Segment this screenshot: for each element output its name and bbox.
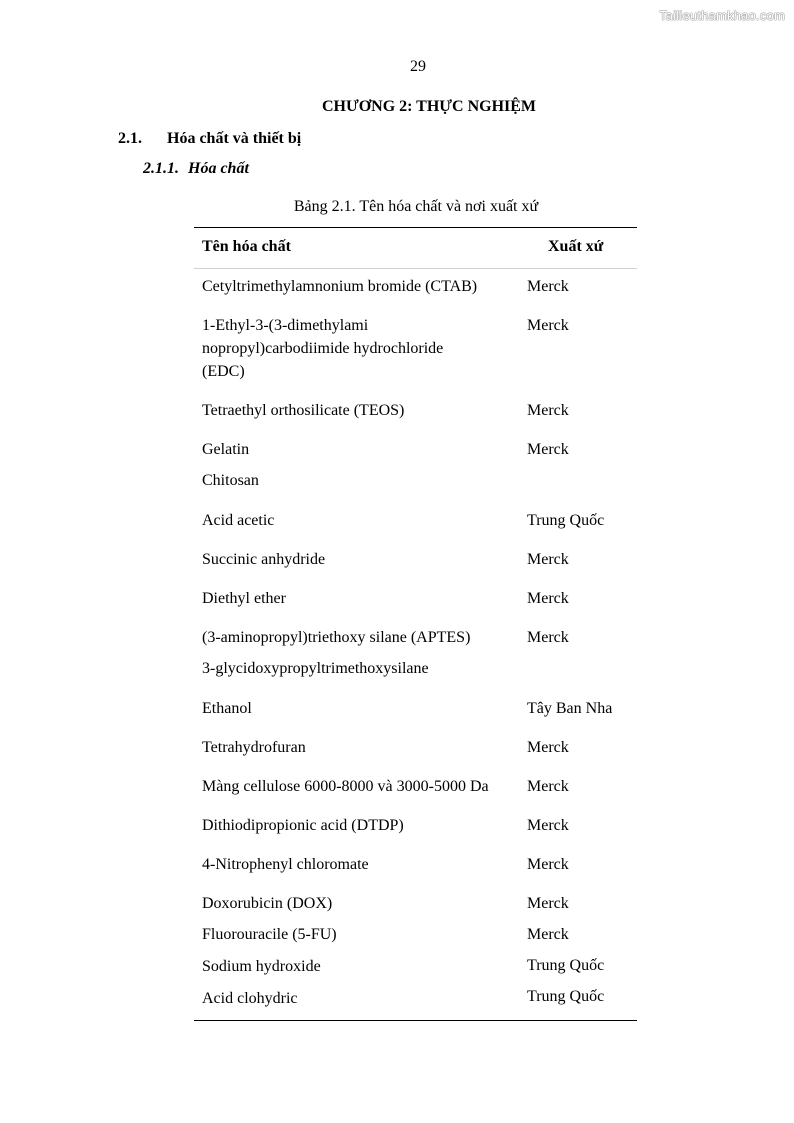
chapter-title: CHƯƠNG 2: THỰC NGHIỆM bbox=[321, 98, 537, 115]
chemical-name: Tetrahydrofuran bbox=[202, 739, 306, 756]
table-caption: Bảng 2.1. Tên hóa chất và nơi xuất xứ bbox=[293, 198, 539, 215]
subsection-number: 2.1.1. bbox=[143, 160, 179, 177]
chemical-name-line: nopropyl)carbodiimide hydrochloride bbox=[202, 340, 444, 357]
chemical-origin: Merck bbox=[527, 278, 569, 295]
chemical-origin: Merck bbox=[527, 402, 569, 419]
chemical-name bbox=[202, 314, 443, 383]
table-bottom-rule bbox=[194, 1020, 637, 1021]
chemical-name: 4-Nitrophenyl chloromate bbox=[202, 856, 369, 873]
chemical-name: Màng cellulose 6000-8000 và 3000-5000 Da bbox=[202, 778, 489, 795]
watermark: Tailieuthamkhao.com bbox=[659, 8, 785, 23]
chemical-name-line: (EDC) bbox=[202, 363, 245, 380]
chemical-origin: Merck bbox=[527, 441, 569, 458]
chemical-origin: Trung Quốc bbox=[527, 512, 605, 529]
table-header-rule bbox=[194, 268, 637, 269]
section-number: 2.1. bbox=[118, 130, 142, 147]
chemical-name: Diethyl ether bbox=[202, 590, 286, 607]
chemical-name: Dithiodipropionic acid (DTDP) bbox=[202, 817, 404, 834]
chemical-origin: Merck bbox=[527, 317, 569, 334]
chemical-name: 3-glycidoxypropyltrimethoxysilane bbox=[202, 660, 429, 677]
chemical-name-line: 1-Ethyl-3-(3-dimethylami bbox=[202, 317, 369, 334]
chemical-origin: Merck bbox=[527, 778, 569, 795]
chemical-origin: Merck bbox=[527, 895, 569, 912]
chemical-origin: Tây Ban Nha bbox=[527, 700, 613, 717]
chemical-origin: Merck bbox=[527, 856, 569, 873]
table-top-rule bbox=[194, 227, 637, 228]
chemical-name: Acid clohydric bbox=[202, 990, 298, 1007]
chemical-name: Tetraethyl orthosilicate (TEOS) bbox=[202, 402, 405, 419]
chemical-name: Sodium hydroxide bbox=[202, 958, 321, 975]
chemical-origin: Merck bbox=[527, 739, 569, 756]
chemical-origin: Merck bbox=[527, 551, 569, 568]
chemical-name: Fluorouracile (5-FU) bbox=[202, 926, 337, 943]
chemical-name: Succinic anhydride bbox=[202, 551, 326, 568]
section-title: Hóa chất và thiết bị bbox=[167, 130, 302, 147]
header-chemical-name: Tên hóa chất bbox=[202, 238, 291, 255]
header-origin: Xuất xứ bbox=[548, 238, 604, 255]
chemical-name: Gelatin bbox=[202, 441, 250, 458]
subsection-heading bbox=[143, 160, 249, 178]
subsection-title: Hóa chất bbox=[188, 160, 249, 177]
chemical-origin: Trung Quốc bbox=[527, 988, 605, 1005]
chemical-origin: Merck bbox=[527, 817, 569, 834]
chemical-origin: Merck bbox=[527, 629, 569, 646]
chemical-origin: Merck bbox=[527, 926, 569, 943]
chemical-name: Acid acetic bbox=[202, 512, 275, 529]
chemical-name: Cetyltrimethylamnonium bromide (CTAB) bbox=[202, 278, 478, 295]
chemical-name: (3-aminopropyl)triethoxy silane (APTES) bbox=[202, 629, 471, 646]
chemical-name: Doxorubicin (DOX) bbox=[202, 895, 333, 912]
chemical-name: Ethanol bbox=[202, 700, 252, 717]
chemical-origin: Trung Quốc bbox=[527, 957, 605, 974]
chemical-name: Chitosan bbox=[202, 472, 259, 489]
chemical-origin: Merck bbox=[527, 590, 569, 607]
page-number: 29 bbox=[410, 58, 426, 75]
